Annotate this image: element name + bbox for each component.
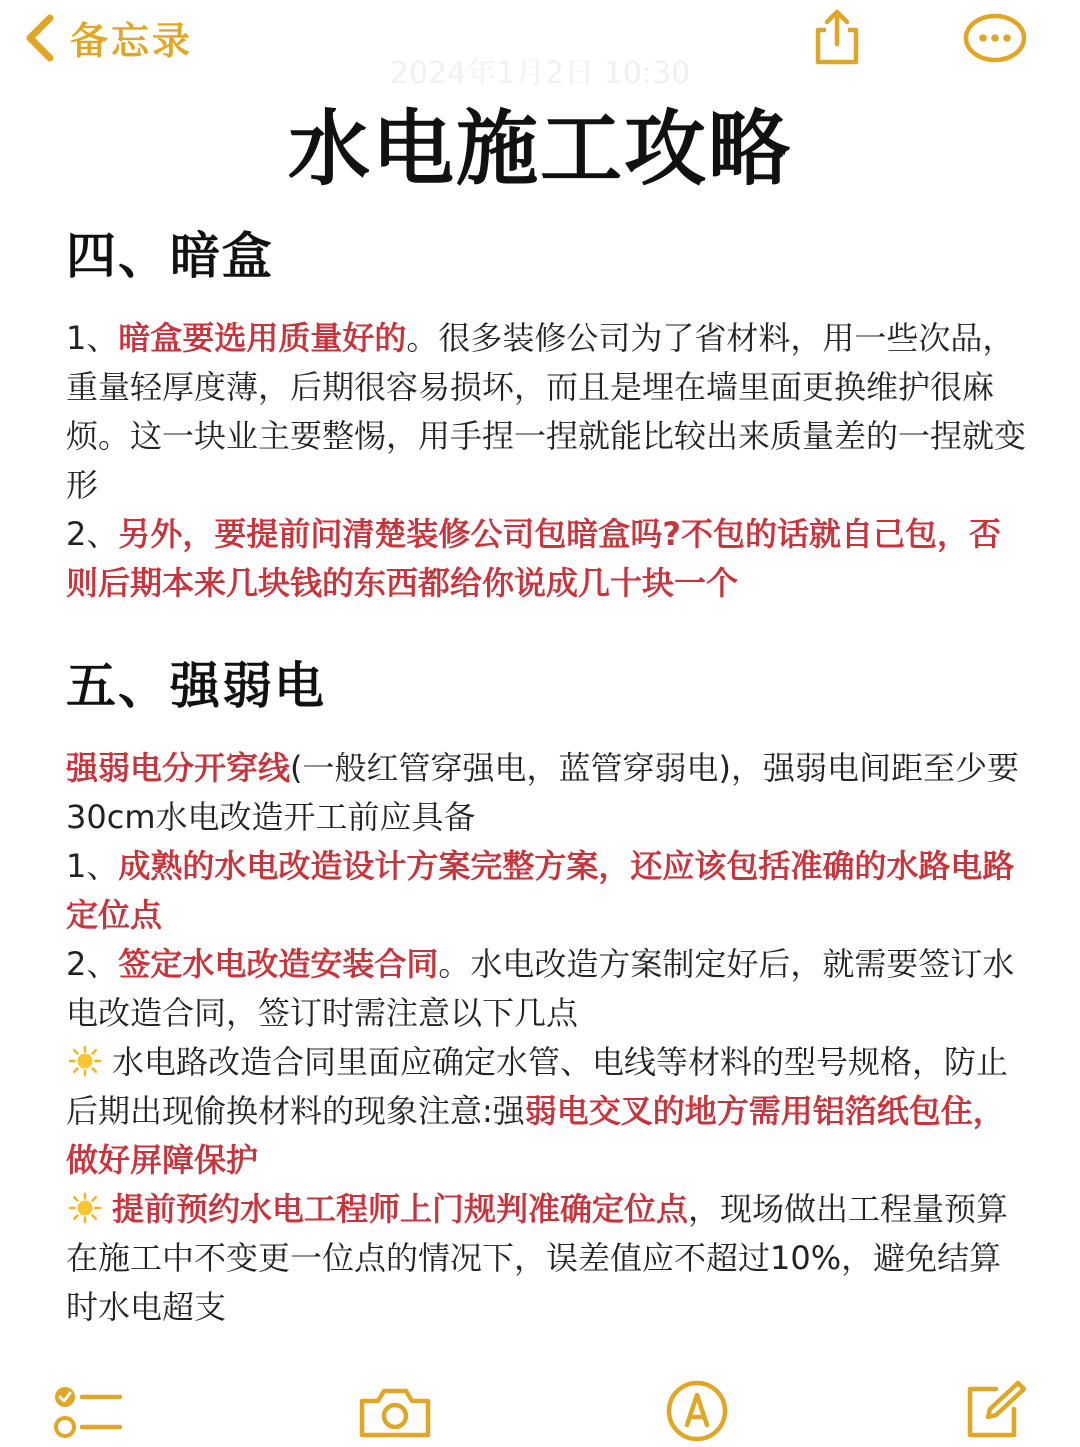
highlight-text: 成熟的水电改造设计方案完整方案，还应该包括准确的水路电路定位点 [66,847,1015,934]
body-text: (一般红管穿强电，蓝管穿弱电)，强弱电间距至少要30cm水电改造开工前应具备 [66,749,1019,836]
highlight-text: 签定水电改造安装合同 [118,945,439,983]
note-body[interactable] [66,222,1026,1332]
share-button[interactable] [806,6,868,72]
checklist-icon [50,1383,126,1443]
paragraph [66,842,1026,940]
bottom-toolbar [0,1375,1080,1443]
more-icon [962,12,1028,64]
paragraph [66,744,1026,842]
sun-icon [66,1192,104,1224]
highlight-text: 强弱电分开穿线 [66,749,291,787]
share-icon [806,6,868,68]
compose-button[interactable] [962,1379,1030,1445]
highlight-text: 弱电交叉的地方需用铝箔纸包住，做好屏障保护 [66,1092,1005,1179]
paragraph [66,940,1026,1038]
highlight-text: 暗盒要选用质量好的 [118,319,407,357]
list-number: 2、 [66,515,119,553]
body-text: 水电路改造合同里面应确定水管、电线等材料的型号规格，防止后期出现偷换材料的现象注意:强 [66,1043,1009,1130]
more-button[interactable] [962,12,1028,68]
highlight-text: 另外，要提前问清楚装修公司包暗盒吗?不包的话就自己包，否则后期本来几块钱的东西都给你说成几十块一个 [66,515,1001,602]
checklist-button[interactable] [50,1383,126,1447]
paragraph [66,314,1026,510]
back-label: 备忘录 [70,19,194,63]
bullet-paragraph [66,1038,1026,1185]
top-bar [0,0,1080,91]
note-title: 水电施工攻略 [287,102,792,197]
list-number: 1、 [66,847,119,885]
compose-icon [962,1379,1030,1441]
note-timestamp: 2024年1月2日 10:30 [389,56,691,91]
list-number: 1、 [66,319,119,357]
markup-icon [664,1379,730,1443]
list-number: 2、 [66,945,119,983]
highlight-text: 提前预约水电工程师上门规判准确定位点 [112,1190,689,1228]
sun-icon [66,1045,104,1077]
markup-button[interactable] [664,1379,730,1447]
section-heading: 五、强弱电 [66,657,326,715]
bullet-paragraph [66,1185,1026,1332]
paragraph [66,510,1026,608]
camera-icon [356,1385,434,1441]
camera-button[interactable] [356,1385,434,1445]
body-text: 。很多装修公司为了省材料，用一些次品，重量轻厚度薄，后期很容易损坏，而且是埋在墙里面更换维护很麻烦。这一块业主要整惕，用手捏一捏就能比较出来质量差的一捏就变形 [66,319,1027,504]
body-text: ，现场做出工程量预算在施工中不变更一位点的情况下，误差值应不超过10%，避免结算时水电超支 [66,1190,1009,1326]
body-text: 。水电改造方案制定好后，就需要签订水电改造合同，签订时需注意以下几点 [66,945,1015,1032]
section-heading: 四、暗盒 [66,227,274,285]
